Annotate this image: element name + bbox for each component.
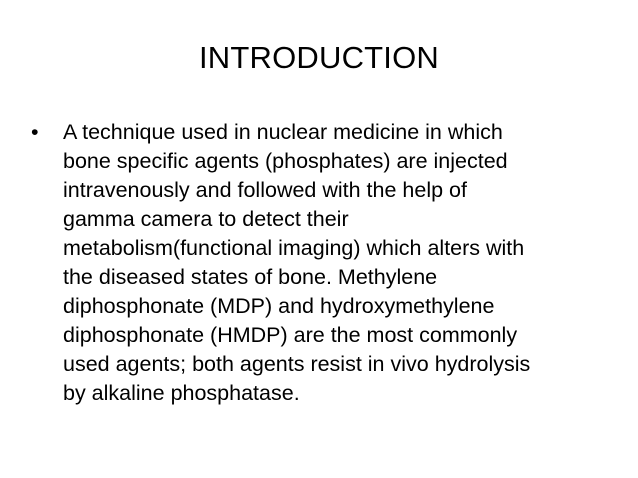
bullet-text-line: gamma camera to detect their: [63, 207, 349, 231]
bullet-text-line: the diseased states of bone. Methylene: [63, 265, 438, 289]
bullet-text-line: intravenously and followed with the help of: [63, 178, 467, 202]
bullet-item: [31, 118, 611, 408]
bullet-list: [31, 118, 611, 408]
slide-title: INTRODUCTION: [198, 40, 440, 75]
bullet-text-line: A technique used in nuclear medicine in which: [63, 120, 503, 144]
bullet-text-line: used agents; both agents resist in vivo hydrolysis: [63, 352, 531, 376]
bullet-dot-icon: •: [31, 120, 39, 144]
bullet-text-line: metabolism(functional imaging) which alters with: [63, 236, 525, 260]
bullet-text-line: by alkaline phosphatase.: [63, 381, 300, 405]
bullet-text-line: bone specific agents (phosphates) are injected: [63, 149, 508, 173]
bullet-text-line: diphosphonate (HMDP) are the most commonly: [63, 323, 518, 347]
bullet-text-line: diphosphonate (MDP) and hydroxymethylene: [63, 294, 495, 318]
